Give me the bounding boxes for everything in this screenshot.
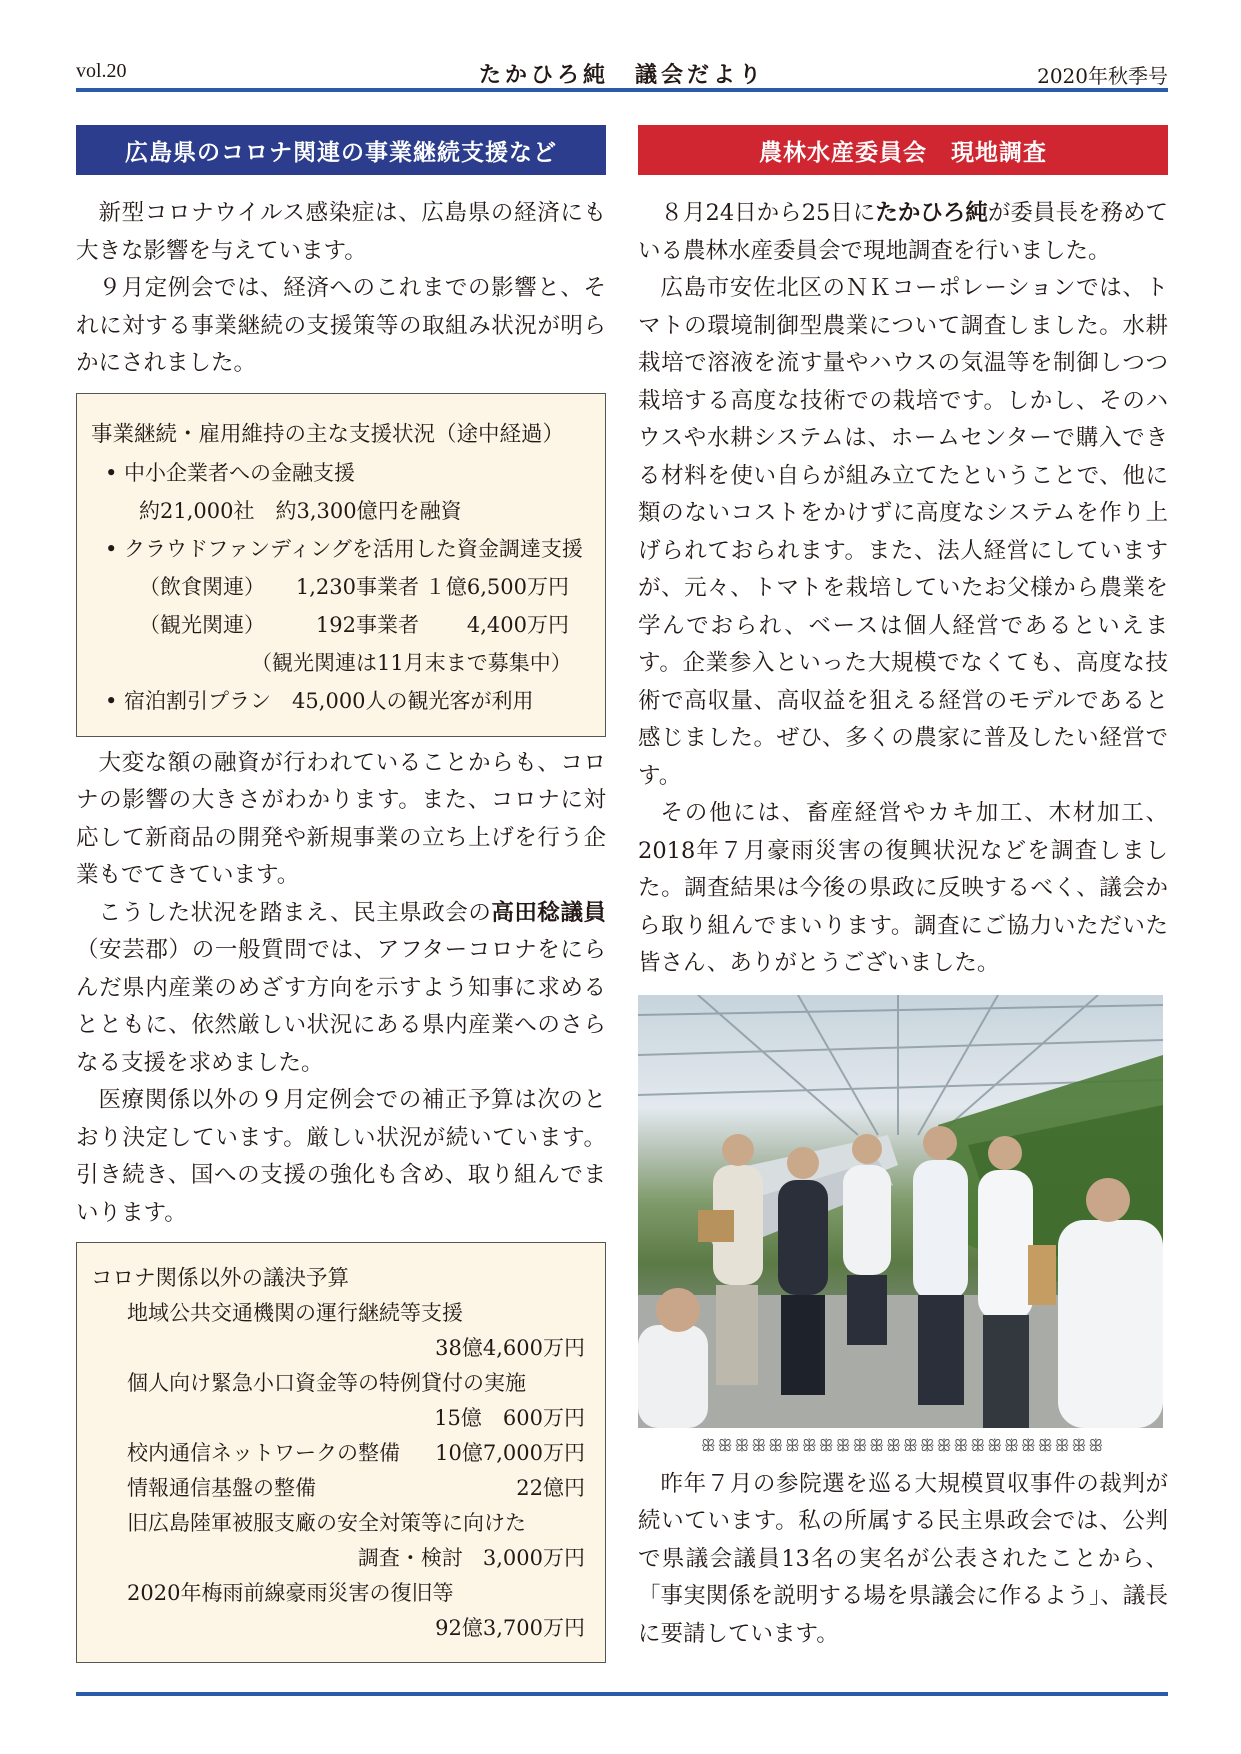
right-section-heading: 農林水産委員会 現地調査 <box>638 125 1168 175</box>
field-survey-photo <box>638 995 1163 1428</box>
p1-text-b: が委員長を務めている農林水産委員会で現地調査を行いました。 <box>638 200 1168 264</box>
ornament-divider: ꕥꕥꕥꕥꕥꕥꕥꕥꕥꕥꕥꕥꕥꕥꕥꕥꕥꕥꕥꕥꕥꕥꕥꕥ <box>700 1435 1106 1455</box>
budget-row-5 <box>91 1541 591 1576</box>
budget-item-6: 2020年梅雨前線豪雨災害の復旧等 <box>127 1581 454 1605</box>
support-status-box <box>76 393 606 737</box>
left-paragraph-3: 大変な額の融資が行われていることからも、コロナの影響の大きさがわかります。また、コロナに対応して新商品の開発や新規事業の立ち上げを行う企業もでてきています。 <box>76 749 606 888</box>
support-item-lodging: • 宿泊割引プラン 45,000人の観光客が利用 <box>105 688 534 713</box>
author-name: たかひろ純 <box>875 200 988 226</box>
right-paragraph-1 <box>638 195 1168 270</box>
crowdfunding-row-tourism <box>91 606 591 644</box>
right-paragraph-3: その他には、畜産経営やカキ加工、木材加工、2018年７月豪雨災害の復興状況などを調査しました。調査結果は今後の県政に反映するべく、議会から取り組んでまいります。調査にご協力いただいた皆さん、ありがとうございました。 <box>638 800 1168 976</box>
support-item-finance: • 中小企業者への金融支援 <box>105 460 356 485</box>
left-paragraph-4 <box>76 895 606 1083</box>
greenhouse-illustration <box>638 995 1163 1428</box>
budget-amount-5: 3,000万円 <box>482 1546 585 1570</box>
right-paragraph-2: 広島市安佐北区のＮＫコーポレーションでは、トマトの環境制御型農業について調査しました。水耕栽培で溶液を流す量やハウスの気温等を制御しつつ栽培する高度な技術での栽培です。しかし、そのハウスや水耕システムは、ホームセンターで購入できる材料を使い自らが組み立てたということで、他に類のないコストをかけずに高度なシステムを作り上げられておられます。また、法人経営にしていますが、元々、トマトを栽培していたお父様から農業を学んでおられ、ベースは個人経営であるといえます。企業参入といった大規模でなくても、高度な技術で高収量、高収益を狙える経営のモデルであると感じました。ぜひ、多くの農家に普及したい経営です。 <box>638 275 1168 789</box>
right-column <box>638 125 1168 1653</box>
support-box-title: 事業継続・雇用維持の主な支援状況（途中経過） <box>91 421 565 447</box>
budget-item-4: 情報通信基盤の整備 <box>127 1476 316 1500</box>
budget-item-1: 地域公共交通機関の運行継続等支援 <box>127 1301 463 1325</box>
page-header <box>76 56 1168 92</box>
budget-amount-1: 38億4,600万円 <box>435 1336 585 1360</box>
row-category: （観光関連） <box>139 612 265 637</box>
support-item-finance-detail: 約21,000社 約3,300億円を融資 <box>139 498 462 523</box>
support-item-crowdfunding: • クラウドファンディングを活用した資金調達支援 <box>105 536 583 561</box>
budget-amount-4: 22億円 <box>516 1476 585 1500</box>
budget-row-4 <box>91 1471 591 1506</box>
budget-box-title: コロナ関係以外の議決予算 <box>91 1266 350 1291</box>
row-amount: 4,400万円 <box>466 612 569 637</box>
left-paragraph-2: ９月定例会では、経済へのこれまでの影響と、それに対する事業継続の支援策等の取組み状況が明らかにされました。 <box>76 275 606 376</box>
right-paragraph-4: 昨年７月の参院選を巡る大規模買収事件の裁判が続いています。私の所属する民主県政会では、公判で県議会議員13名の実名が公表されたことから、「事実関係を説明する場を県議会に作るよう」、議長に要請しています。 <box>638 1470 1168 1647</box>
budget-item-5b: 調査・検討 <box>357 1546 463 1570</box>
header-rule <box>76 88 1168 92</box>
row-amount: １億6,500万円 <box>424 574 569 599</box>
row-category: （飲食関連） <box>139 574 265 599</box>
issue-label: 2020年秋季号 <box>1037 64 1168 88</box>
p4-text-b: （安芸郡）の一般質問では、アフターコロナをにらんだ県内産業のめざす方向を示すよう知事に求めるとともに、依然厳しい状況にある県内産業へのさらなる支援を求めました。 <box>76 937 606 1076</box>
budget-row-3 <box>91 1436 591 1471</box>
tourism-note: （観光関連は11月末まで募集中） <box>251 650 572 675</box>
row-count: 192事業者 <box>315 612 419 637</box>
p1-text-a: ８月24日から25日に <box>660 200 876 226</box>
left-paragraph-1: 新型コロナウイルス感染症は、広島県の経済にも大きな影響を与えています。 <box>76 200 606 264</box>
crowdfunding-row-food <box>91 568 591 606</box>
newsletter-title: たかひろ純 議会だより <box>478 63 765 88</box>
council-member-name: 高田稔議員 <box>491 899 606 926</box>
footer-rule <box>76 1692 1168 1696</box>
budget-amount-6: 92億3,700万円 <box>435 1616 585 1640</box>
budget-amount-2: 15億 600万円 <box>434 1406 585 1430</box>
volume-label: vol.20 <box>76 60 127 82</box>
budget-amount-3: 10億7,000万円 <box>435 1441 585 1465</box>
budget-item-2: 個人向け緊急小口資金等の特例貸付の実施 <box>127 1371 526 1395</box>
budget-box <box>76 1242 606 1663</box>
left-column <box>76 125 606 1671</box>
p4-text-a: こうした状況を踏まえ、民主県政会の <box>98 899 492 926</box>
budget-item-3: 校内通信ネットワークの整備 <box>127 1441 400 1465</box>
budget-item-5: 旧広島陸軍被服支廠の安全対策等に向けた <box>127 1511 526 1535</box>
left-paragraph-5: 医療関係以外の９月定例会での補正予算は次のとおり決定しています。厳しい状況が続いています。引き続き、国への支援の強化も含め、取り組んでまいります。 <box>76 1087 606 1226</box>
left-section-heading: 広島県のコロナ関連の事業継続支援など <box>76 125 606 175</box>
row-count: 1,230事業者 <box>295 574 419 599</box>
